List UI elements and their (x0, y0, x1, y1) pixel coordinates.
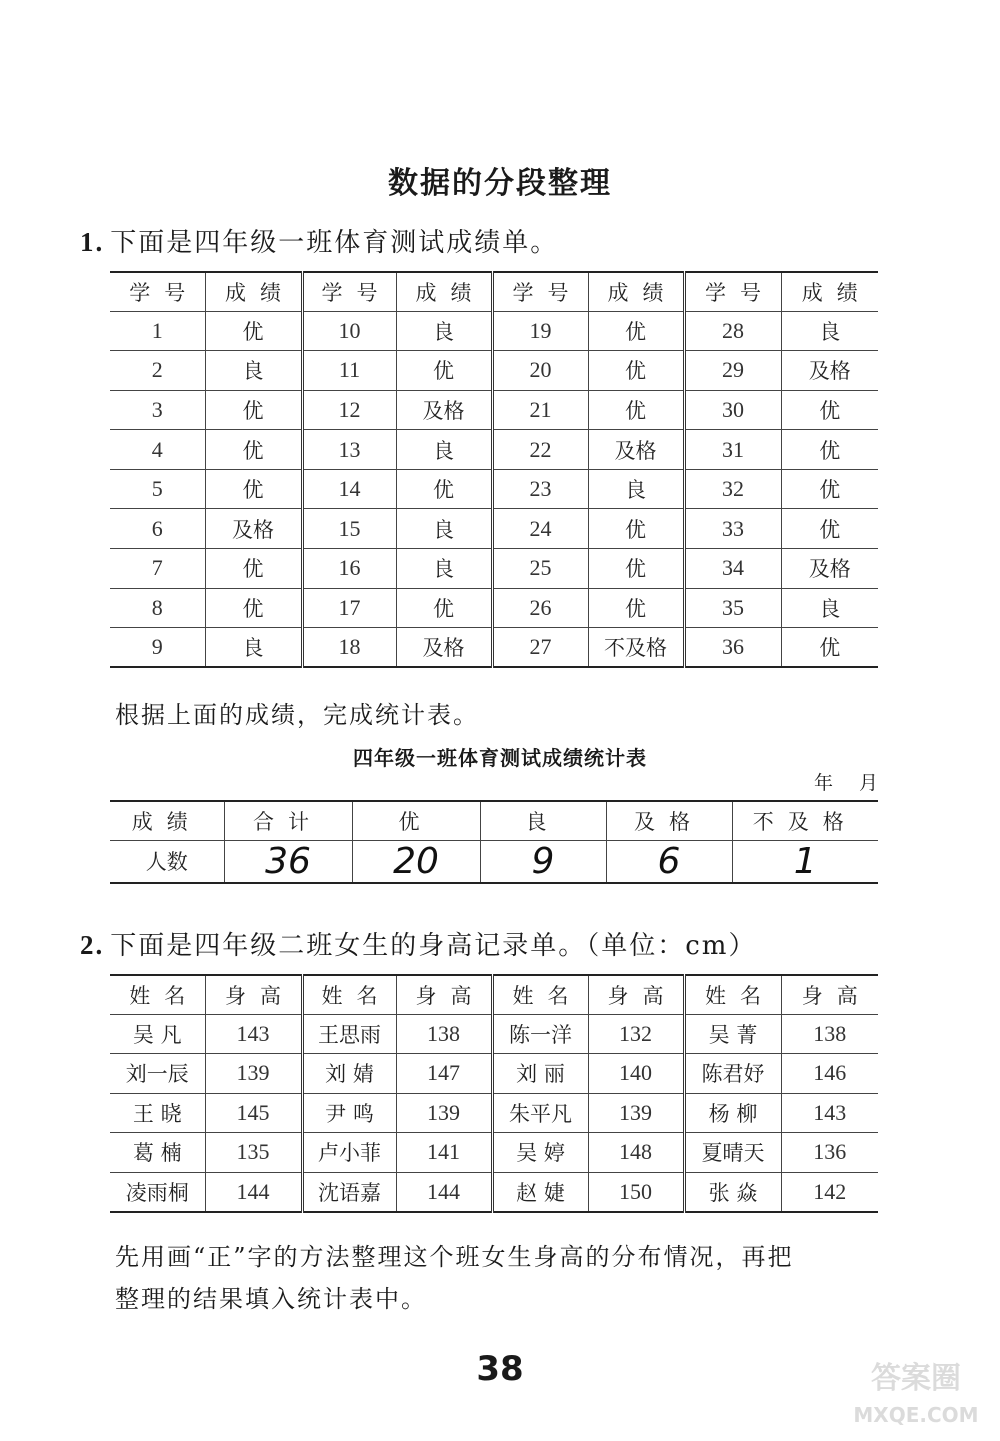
height-cell: 139 (205, 1054, 302, 1094)
grade-cell: 优 (819, 636, 841, 661)
height-header: 身高 (396, 975, 492, 1014)
grade-header: 成绩 (396, 272, 492, 311)
student-id-cell: 8 (110, 588, 205, 628)
page-number: 38 (476, 1349, 524, 1389)
height-header: 身高 (205, 975, 302, 1014)
grade-header: 成绩 (781, 272, 878, 311)
student-id-cell: 6 (110, 509, 205, 549)
student-id-cell: 14 (302, 469, 396, 509)
handwritten-count: 1 (793, 840, 817, 882)
question-1 (80, 222, 558, 259)
grade-cell: 优 (205, 390, 302, 430)
student-id-cell: 7 (110, 549, 205, 589)
student-name-cell: 刘一辰 (110, 1054, 205, 1094)
page-title: 数据的分段整理 (388, 166, 612, 201)
grade-cell: 及格 (396, 628, 492, 668)
student-id-cell: 13 (302, 430, 396, 470)
height-cell: 143 (781, 1093, 878, 1133)
student-id-cell: 26 (492, 588, 588, 628)
grade-cell: 良 (205, 628, 302, 668)
question-2-number: 2. (80, 930, 105, 960)
score-table (110, 271, 878, 668)
grade-cell: 优 (396, 469, 492, 509)
stat-header-cell: 成绩 (110, 801, 224, 840)
student-id-cell: 10 (302, 311, 396, 351)
student-id-cell: 25 (492, 549, 588, 589)
stat-table-title: 四年级一班体育测试成绩统计表 (353, 746, 647, 770)
stat-header-cell: 不及格 (732, 801, 878, 840)
student-id-cell: 3 (110, 390, 205, 430)
grade-cell: 良 (396, 509, 492, 549)
table-row (110, 588, 878, 628)
height-cell: 144 (205, 1172, 302, 1212)
grade-cell: 及格 (781, 351, 878, 391)
student-id-cell: 22 (492, 430, 588, 470)
grade-cell: 优 (588, 390, 684, 430)
student-name-cell: 尹 鸣 (302, 1093, 396, 1133)
table-header-row (110, 975, 878, 1014)
student-name-cell: 夏晴天 (684, 1133, 781, 1173)
grade-cell: 优 (588, 549, 684, 589)
student-id-header: 学号 (110, 272, 205, 311)
student-id-cell: 27 (492, 628, 588, 668)
student-name-cell: 卢小菲 (302, 1133, 396, 1173)
height-cell: 148 (588, 1133, 684, 1173)
grade-cell: 优 (781, 509, 878, 549)
height-cell: 140 (588, 1054, 684, 1094)
height-cell: 150 (588, 1172, 684, 1212)
student-name-header: 姓名 (684, 975, 781, 1014)
student-name-cell: 刘 丽 (492, 1054, 588, 1094)
student-name-cell: 吴 婷 (492, 1133, 588, 1173)
student-id-cell: 15 (302, 509, 396, 549)
grade-cell: 优 (588, 351, 684, 391)
student-id-cell: 32 (684, 469, 781, 509)
stat-count-cell (606, 840, 732, 883)
student-id-header: 学号 (684, 272, 781, 311)
student-id-cell: 2 (110, 351, 205, 391)
student-id-cell: 31 (684, 430, 781, 470)
student-name-cell: 王思雨 (302, 1014, 396, 1054)
student-id-cell: 36 (684, 628, 781, 668)
height-cell: 132 (588, 1014, 684, 1054)
student-id-cell: 17 (302, 588, 396, 628)
stat-count-cell (224, 840, 352, 883)
grade-cell: 优 (396, 351, 492, 391)
table-row (110, 549, 878, 589)
student-id-cell: 29 (684, 351, 781, 391)
height-cell: 135 (205, 1133, 302, 1173)
grade-header: 成绩 (588, 272, 684, 311)
height-header: 身高 (781, 975, 878, 1014)
student-id-cell: 4 (110, 430, 205, 470)
grade-cell: 良 (781, 311, 878, 351)
student-id-cell: 28 (684, 311, 781, 351)
grade-cell: 良 (396, 430, 492, 470)
grade-cell: 良 (588, 469, 684, 509)
student-id-cell: 9 (110, 628, 205, 668)
table-header-row (110, 272, 878, 311)
height-cell: 138 (781, 1014, 878, 1054)
student-name-header: 姓名 (110, 975, 205, 1014)
stat-table (110, 800, 878, 884)
stat-count-row (110, 840, 878, 883)
grade-cell: 优 (205, 311, 302, 351)
table-row (110, 1093, 878, 1133)
student-id-header: 学号 (302, 272, 396, 311)
grade-cell: 优 (396, 588, 492, 628)
instruction-1: 根据上面的成绩，完成统计表。 (115, 701, 479, 729)
stat-header-cell: 合计 (224, 801, 352, 840)
handwritten-count: 9 (531, 840, 555, 882)
student-id-cell: 20 (492, 351, 588, 391)
height-table (110, 974, 878, 1213)
table-row (110, 1172, 878, 1212)
watermark-logo (846, 1352, 986, 1432)
student-name-cell: 陈君妤 (684, 1054, 781, 1094)
height-cell: 138 (396, 1014, 492, 1054)
grade-cell: 优 (205, 588, 302, 628)
student-id-cell: 1 (110, 311, 205, 351)
grade-cell: 良 (396, 549, 492, 589)
grade-cell: 优 (205, 549, 302, 589)
student-name-cell: 赵 婕 (492, 1172, 588, 1212)
svg-text:MXQE.COM: MXQE.COM (853, 1403, 979, 1427)
instruction-2-line-1: 先用画“正”字的方法整理这个班女生身高的分布情况，再把 (115, 1243, 794, 1271)
height-cell: 144 (396, 1172, 492, 1212)
student-name-cell: 张 焱 (684, 1172, 781, 1212)
grade-cell: 优 (588, 509, 684, 549)
height-cell: 139 (588, 1093, 684, 1133)
table-row (110, 1054, 878, 1094)
student-name-header: 姓名 (302, 975, 396, 1014)
student-id-cell: 5 (110, 469, 205, 509)
table-row (110, 390, 878, 430)
height-cell: 136 (781, 1133, 878, 1173)
student-id-cell: 34 (684, 549, 781, 589)
stat-header-cell: 及格 (606, 801, 732, 840)
grade-cell: 优 (205, 469, 302, 509)
question-2 (80, 925, 756, 962)
student-id-cell: 18 (302, 628, 396, 668)
height-cell: 146 (781, 1054, 878, 1094)
height-cell: 139 (396, 1093, 492, 1133)
grade-cell: 及格 (205, 509, 302, 549)
table-row (110, 509, 878, 549)
student-name-header: 姓名 (492, 975, 588, 1014)
grade-cell: 良 (781, 588, 878, 628)
table-row (110, 469, 878, 509)
student-id-cell: 23 (492, 469, 588, 509)
student-id-header: 学号 (492, 272, 588, 311)
stat-count-cell (352, 840, 480, 883)
table-row (110, 628, 878, 668)
table-row (110, 351, 878, 391)
student-name-cell: 王 晓 (110, 1093, 205, 1133)
student-name-cell: 凌雨桐 (110, 1172, 205, 1212)
grade-cell: 良 (396, 311, 492, 351)
student-id-cell: 19 (492, 311, 588, 351)
question-2-text: 下面是四年级二班女生的身高记录单。（单位：cm） (110, 931, 757, 961)
question-1-number: 1. (80, 227, 105, 257)
stat-count-cell (732, 840, 878, 883)
date-label: 年 月 (813, 772, 878, 794)
student-id-cell: 16 (302, 549, 396, 589)
student-id-cell: 30 (684, 390, 781, 430)
grade-cell: 及格 (781, 549, 878, 589)
handwritten-count: 6 (657, 840, 681, 882)
student-id-cell: 11 (302, 351, 396, 391)
grade-cell: 优 (781, 430, 878, 470)
height-cell: 145 (205, 1093, 302, 1133)
grade-cell: 优 (205, 430, 302, 470)
grade-cell: 及格 (588, 430, 684, 470)
stat-header-cell: 优 (352, 801, 480, 840)
grade-cell: 及格 (396, 390, 492, 430)
table-row (110, 311, 878, 351)
svg-text:答案圈: 答案圈 (871, 1361, 961, 1396)
handwritten-count: 20 (393, 840, 439, 882)
height-cell: 143 (205, 1014, 302, 1054)
student-name-cell: 陈一洋 (492, 1014, 588, 1054)
stat-count-cell (480, 840, 606, 883)
height-cell: 147 (396, 1054, 492, 1094)
table-row (110, 1133, 878, 1173)
grade-header: 成绩 (205, 272, 302, 311)
student-name-cell: 沈语嘉 (302, 1172, 396, 1212)
student-name-cell: 吴 凡 (110, 1014, 205, 1054)
student-id-cell: 24 (492, 509, 588, 549)
instruction-2-line-2: 整理的结果填入统计表中。 (115, 1285, 427, 1313)
grade-cell: 优 (781, 469, 878, 509)
grade-cell: 优 (588, 588, 684, 628)
height-cell: 141 (396, 1133, 492, 1173)
grade-cell: 优 (781, 390, 878, 430)
handwritten-count: 36 (265, 840, 311, 882)
student-id-cell: 33 (684, 509, 781, 549)
grade-cell: 优 (588, 311, 684, 351)
student-name-cell: 杨 柳 (684, 1093, 781, 1133)
stat-row-label: 人数 (110, 840, 224, 883)
question-1-text: 下面是四年级一班体育测试成绩单。 (110, 228, 559, 258)
student-name-cell: 葛 楠 (110, 1133, 205, 1173)
stat-header-row (110, 801, 878, 840)
student-id-cell: 12 (302, 390, 396, 430)
table-row (110, 430, 878, 470)
student-name-cell: 朱平凡 (492, 1093, 588, 1133)
grade-cell: 不及格 (588, 628, 684, 668)
student-id-cell: 35 (684, 588, 781, 628)
student-id-cell: 21 (492, 390, 588, 430)
stat-header-cell: 良 (480, 801, 606, 840)
student-name-cell: 吴 菁 (684, 1014, 781, 1054)
height-cell: 142 (813, 1178, 847, 1204)
student-name-cell: 刘 婧 (302, 1054, 396, 1094)
grade-cell: 良 (205, 351, 302, 391)
table-row (110, 1014, 878, 1054)
height-header: 身高 (588, 975, 684, 1014)
